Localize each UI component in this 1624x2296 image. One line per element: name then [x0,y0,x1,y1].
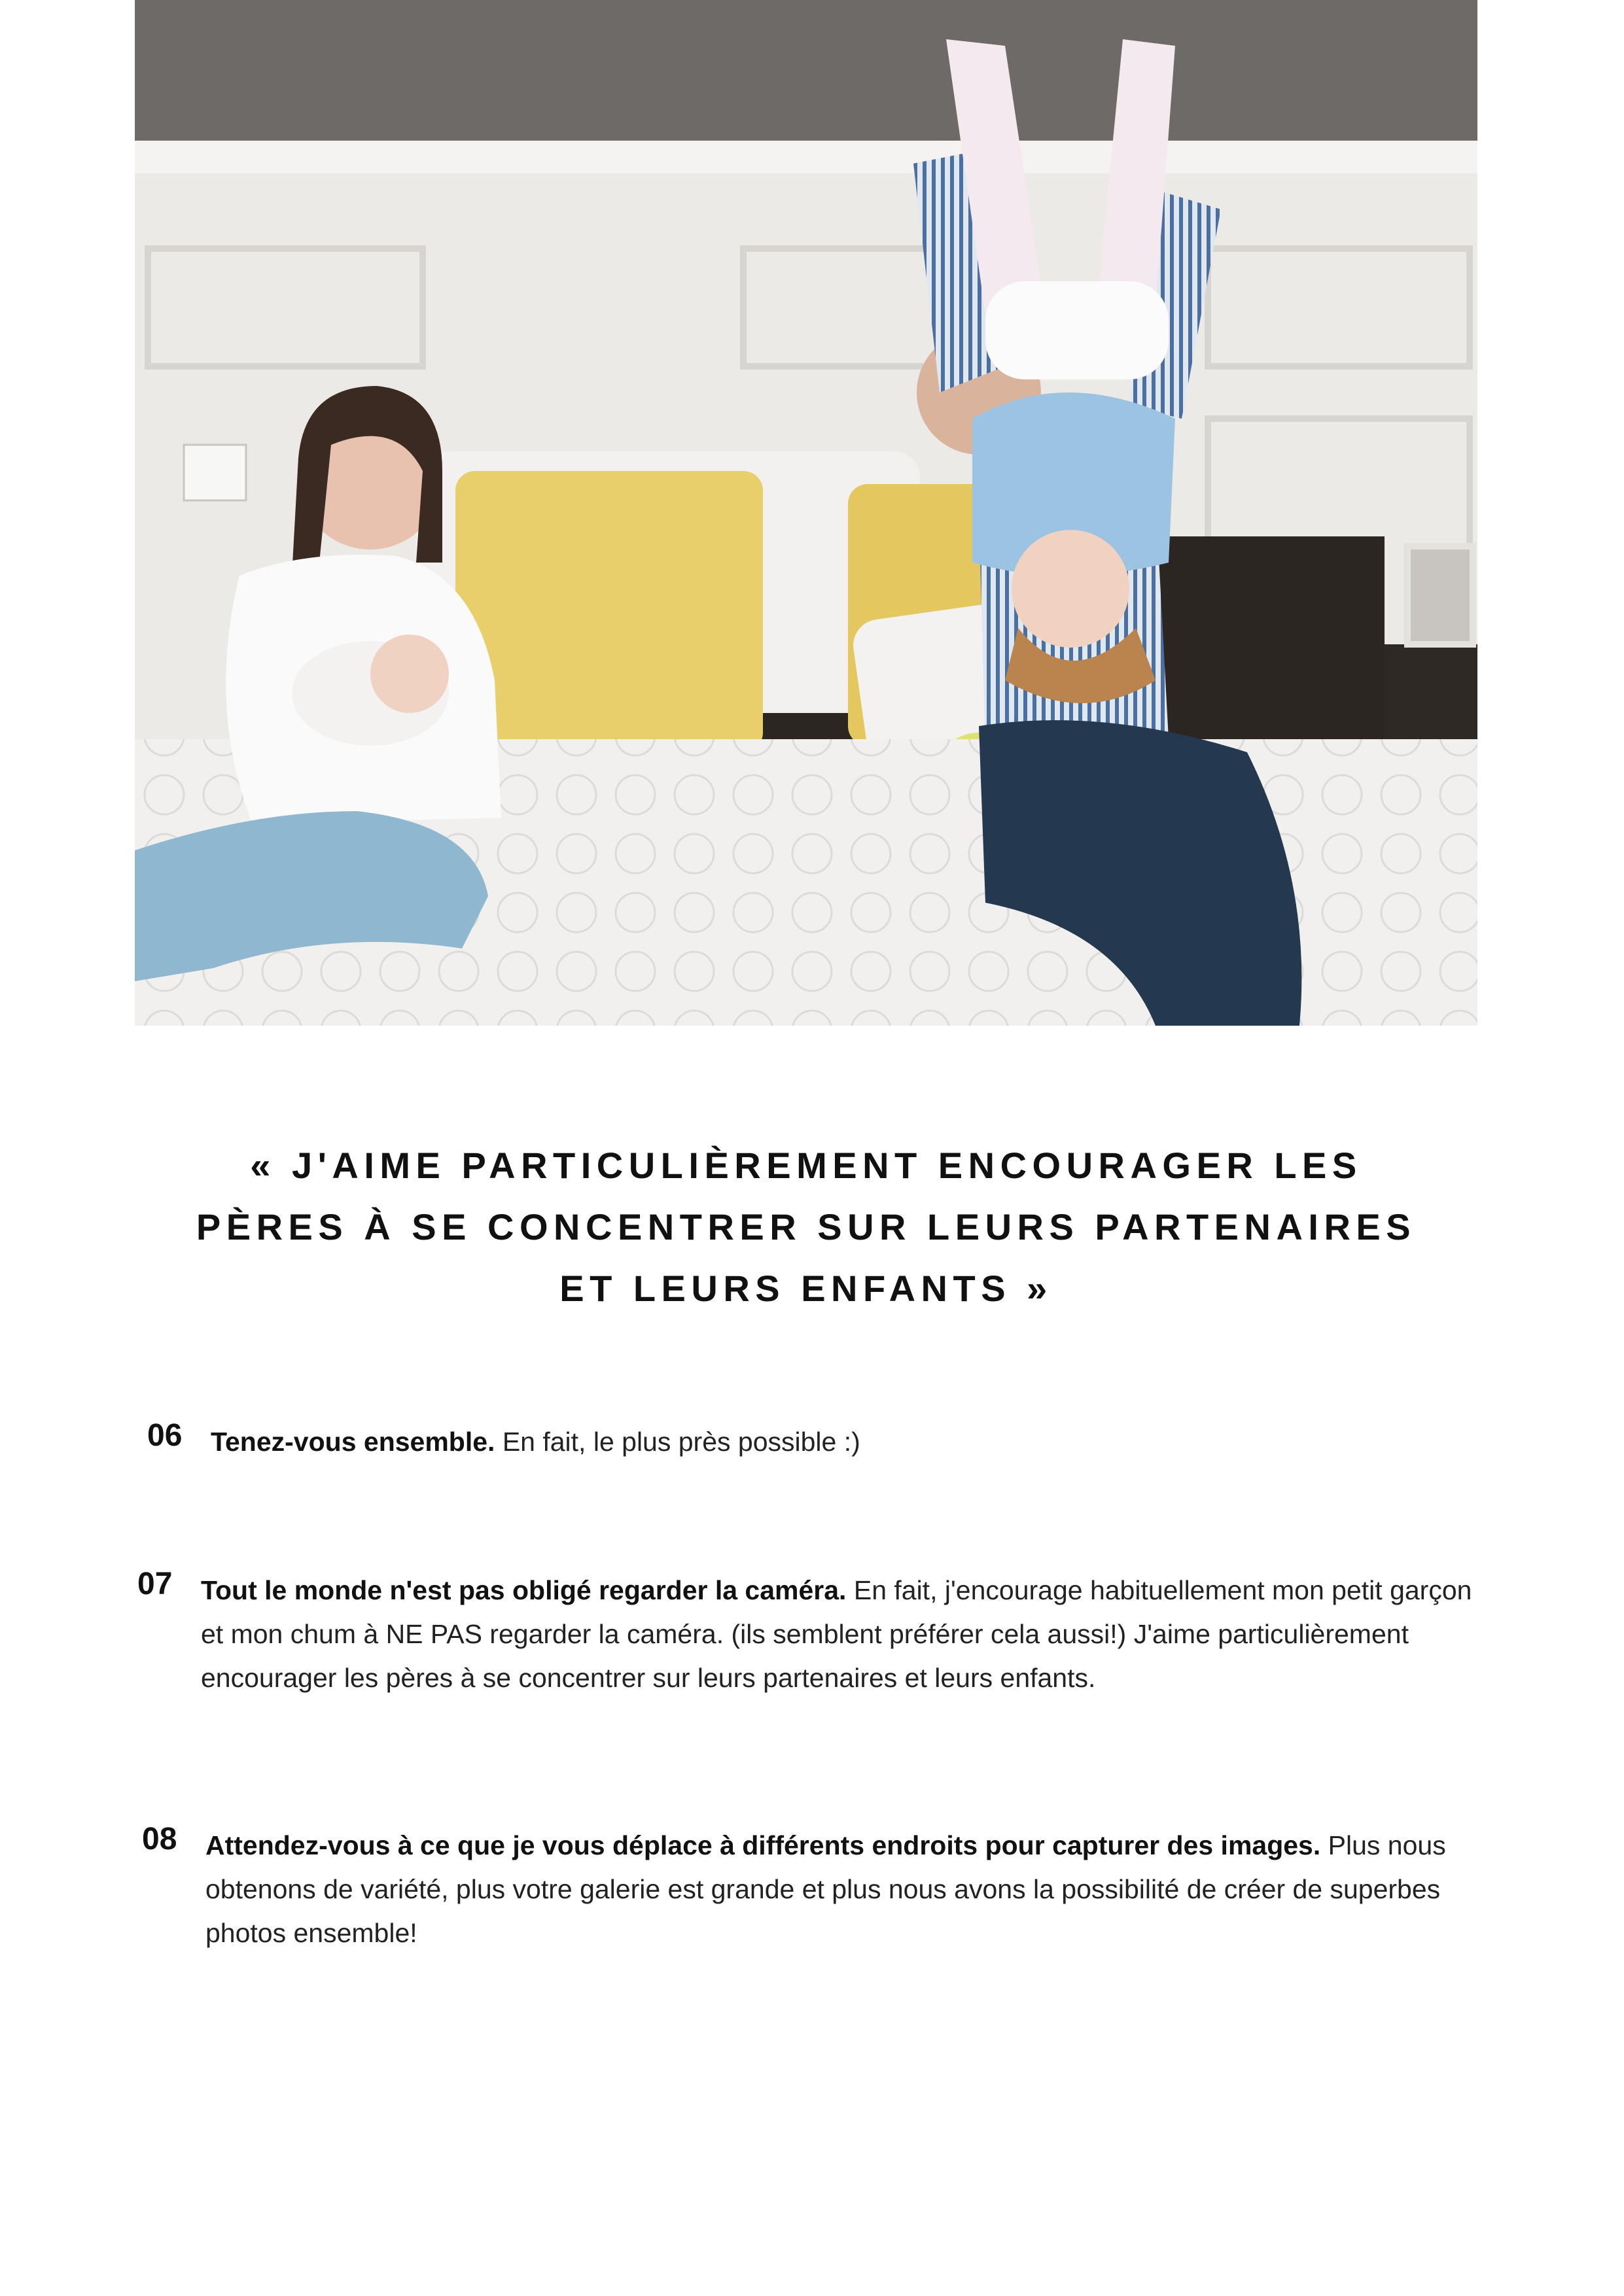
tip-number: 07 [137,1567,173,1601]
pull-quote-line: ET LEURS ENFANTS » [559,1268,1053,1309]
tip-number: 06 [147,1418,183,1453]
tip-08 [142,1822,1489,1955]
tip-06 [147,1418,1489,1464]
family-photo [135,0,1477,1026]
pull-quote-line: PÈRES À SE CONCENTRER SUR LEURS PARTENAIRES [196,1206,1417,1247]
tip-07 [137,1567,1489,1700]
pull-quote [135,1135,1477,1319]
tip-heading: Tout le monde n'est pas obligé regarder la caméra. [201,1575,847,1605]
tip-text: En fait, j'encourage habituellement mon petit garçon et mon chum à NE PAS regarder la caméra. (ils semblent préférer cela aussi!) J'aime particulièrement encourager les pères à se concentrer sur leurs partenaires et leurs enfants. [201,1575,1472,1693]
tip-text: Plus nous obtenons de variété, plus votre galerie est grande et plus nous avons la possibilité de créer de superbes photos ensemble! [205,1830,1446,1948]
tip-text: En fait, le plus près possible :) [495,1427,860,1457]
tip-heading: Attendez-vous à ce que je vous déplace à différents endroits pour capturer des images. [205,1830,1321,1860]
tip-number: 08 [142,1822,177,1856]
family-photo-illustration [135,0,1477,1026]
tip-heading: Tenez-vous ensemble. [211,1427,495,1457]
pull-quote-line: « J'AIME PARTICULIÈREMENT ENCOURAGER LES [250,1145,1362,1186]
